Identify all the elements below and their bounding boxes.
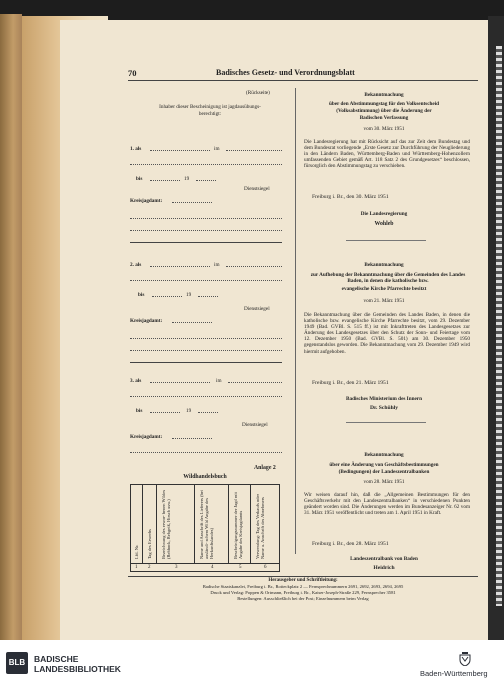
inhaber-line: Inhaber dieser Bescheinigung ist jagdausübungs- <box>159 104 261 110</box>
bk1-sub1: über den Abstimmungstag für den Volksentscheid <box>328 101 440 107</box>
entry-3-jahr-line <box>198 412 218 413</box>
entry-1-kreisjagdamt: Kreisjagdamt: <box>130 198 163 204</box>
bk3-sign2: Heidrich <box>373 565 395 571</box>
entry-1-kreis-line <box>172 202 212 203</box>
entry-1-line <box>130 164 282 165</box>
entry-3-als-line <box>150 382 210 383</box>
entry-2-als-line <box>150 266 210 267</box>
table-number-row <box>131 563 279 572</box>
table-col-2 <box>143 485 157 563</box>
blb-name-line-1: BADISCHE <box>34 654 79 664</box>
colophon-line-4: Bestellungen: Ausschließlich bei der Post; Einzelnummern beim Verlag <box>237 596 369 601</box>
bw-name: Baden-Württemberg <box>420 669 488 678</box>
blb-name-line-2: LANDESBIBLIOTHEK <box>34 664 121 674</box>
entry-3-bis: bis <box>136 408 143 414</box>
entry-1-sig-line-2 <box>130 230 282 231</box>
entry-3-kreisjagdamt: Kreisjagdamt: <box>130 434 163 440</box>
entry-2-kreisjagdamt: Kreisjagdamt: <box>130 318 163 324</box>
bk2-place: Freiburg i. Br., den 21. März 1951 <box>312 380 389 386</box>
entry-3-dienstsiegel: Dienstsiegel <box>242 422 268 428</box>
entry-2-jahr-line <box>198 296 218 297</box>
page-number: 70 <box>128 68 137 78</box>
entry-2-dienstsiegel: Dienstsiegel <box>244 306 270 312</box>
entry-3-jahr: 19 <box>186 408 192 414</box>
bk3-sub1: über eine Änderung von Geschäftsbestimmungen <box>329 462 439 468</box>
entry-2-bis-line <box>152 296 182 297</box>
table-num-3: 3 <box>175 565 178 570</box>
bk1-separator <box>346 240 426 241</box>
blb-name <box>34 654 121 674</box>
entry-1-bis-line <box>150 180 180 181</box>
bk2-sign1: Badisches Ministerium des Innern <box>346 396 422 402</box>
entry-3-kreis-line <box>172 438 212 439</box>
table-col-5 <box>229 485 251 563</box>
bk3-sign1: Landeszentralbank von Baden <box>350 556 418 562</box>
header-rule <box>128 80 478 81</box>
table-col-3 <box>157 485 195 563</box>
wildhandelsbuch-table <box>130 484 280 572</box>
entry-2-kreis-line <box>172 322 212 323</box>
bk1-sub3: Badischen Verfassung <box>359 115 409 121</box>
table-num-1: 1 <box>135 565 138 570</box>
colophon-rule <box>128 576 478 577</box>
entry-3-line <box>130 396 282 397</box>
bk2-heading: Bekanntmachung <box>364 262 404 268</box>
bk1-body: Die Landesregierung hat mit Rücksicht auf das zur Zeit dem Bundestag und dem Bundesrat vorliegende „Erste Gesetz zur Durchführung der Neugliederung in den Ländern Baden, Württemberg-Baden und Württemberg-Hohenzollern umfassenden Gebiet gemäß Art. 118 Satz 2 des Grundgesetzes“ beschlossen, fürsorglich den Abstimmungstag zu verschieben. <box>304 139 470 170</box>
bk2-date: vom 21. März 1951 <box>363 298 405 304</box>
entry-2-im: im <box>214 262 220 268</box>
table-header-4: Name und Anschrift des Lieferers (bei ausländi- schem Wild Angabe des Herkunftslandes) <box>199 489 214 559</box>
entry-3-sig-line-1 <box>130 452 282 453</box>
bk3-sub2: (Bedingungen) der Landeszentralbanken <box>338 469 430 475</box>
bk3-body: Wir weisen darauf hin, daß die „Allgemeinen Bestimmungen für den Geschäftsverkehr mit den Landeszentralbanken“ in verschiedenen Punkten geändert worden sind. Die Änderungen werden im Bundesanzeiger Nr. 62 vom 31. März 1951 veröffentlicht und treten am 1. April 1951 in Kraft. <box>304 492 470 517</box>
table-col-1 <box>131 485 143 563</box>
table-col-6 <box>251 485 279 563</box>
bk1-sign1: Die Landesregierung <box>360 211 408 217</box>
page-right-edge <box>488 16 504 640</box>
entry-2-als: 2. als <box>130 262 142 268</box>
table-header-1: Lfd. Nr. <box>134 544 139 559</box>
bk1-sign2: Wohleb <box>374 221 394 227</box>
bk2-body: Die Bekanntmachung über die Gemeinden des Landes Baden, in denen die katholische bzw. evangelische Kirche Pfarrechte besitzt, vom 29. Dezember 1949 (Bad. GVBl. S. 515 ff.) ist mit Inkrafttreten des Landesgesetzes zur Änderung des Landesgesetzes über den Schutz der Sonn- und Feiertage vom 12. Dezember 1950 (Bad. GVBl. S. 501) am 30. Dezember 1950 gegenstandslos geworden. Die Bekanntmachung vom 29. Dezember 1949 wird hiermit aufgehoben. <box>304 312 470 355</box>
book-edge <box>0 14 22 640</box>
bk2-sub2: evangelische Kirche Pfarrechte besitzt <box>341 286 427 292</box>
entry-1-jahr-line <box>196 180 216 181</box>
bk3-heading: Bekanntmachung <box>364 452 404 458</box>
bk1-sub2: (Volksabstimmung) über die Änderung der <box>336 108 432 114</box>
table-col-4 <box>195 485 229 563</box>
rueckseite-label: (Rückseite) <box>246 90 270 96</box>
entry-1-im: im <box>214 146 220 152</box>
bk1-place: Freiburg i. Br., den 30. März 1951 <box>312 194 389 200</box>
scan-ruler <box>496 46 502 606</box>
colophon-line-2: Badische Staatskanzlei, Freiburg i. Br., Rotteckplatz 2 — Fernsprechnummern 2691, 2692, 2693, 2694, 2695 <box>202 584 404 589</box>
entry-3-bis-line <box>150 412 180 413</box>
table-header-6: Verwendung: Tag des Verkaufs oder Name u. Anschrift des Abnehmers <box>255 493 265 559</box>
entry-1-als-line <box>150 150 210 151</box>
bk3-date: vom 28. März 1951 <box>363 479 405 485</box>
entry-2-rule <box>130 362 282 363</box>
entry-1-jahr: 19 <box>184 176 190 182</box>
colophon-line-1: Herausgeber und Schriftleitung: <box>268 578 338 583</box>
entry-1-im-line <box>226 150 282 151</box>
entry-3-im: im <box>216 378 222 384</box>
wildhandelsbuch-title: Wildhandelsbuch <box>183 474 227 480</box>
entry-1-sig-line-1 <box>130 218 282 219</box>
page-title: Badisches Gesetz- und Verordnungsblatt <box>216 68 355 77</box>
entry-1-dienstsiegel: Dienstsiegel <box>244 186 270 192</box>
table-num-6: 6 <box>264 565 267 570</box>
bk1-date: vom 30. März 1951 <box>363 126 405 132</box>
entry-2-im-line <box>226 266 282 267</box>
entry-3-im-line <box>228 382 282 383</box>
entry-1-rule <box>130 242 282 243</box>
blb-logo[interactable]: BLB <box>6 652 28 674</box>
table-num-2: 2 <box>148 565 151 570</box>
entry-2-sig-line-1 <box>130 338 282 339</box>
entry-2-bis: bis <box>138 292 145 298</box>
colophon-line-3: Druck und Verlag: Poppen & Ortmann, Freiburg i. Br., Kaiser-Joseph-Straße 229, Fernsprecher 3581 <box>210 590 396 595</box>
entry-1-bis: bis <box>136 176 143 182</box>
entry-2-jahr: 19 <box>186 292 192 298</box>
table-header-2: Tag des Erwerbs <box>147 529 152 559</box>
table-num-4: 4 <box>211 565 214 570</box>
bk3-place: Freiburg i. Br., den 28. März 1951 <box>312 541 389 547</box>
entry-3-als: 3. als <box>130 378 142 384</box>
berechtigt-line: berechtigt: <box>198 111 222 117</box>
bk1-heading: Bekanntmachung <box>364 92 404 98</box>
baden-wuerttemberg-crest-icon <box>458 652 472 666</box>
entry-1-als: 1. als <box>130 146 142 152</box>
entry-2-line <box>130 280 282 281</box>
table-header-5: Bescheinigungsnummer der Jagd mit Angabe des Kreisjagdamts <box>233 492 243 559</box>
anlage-label: Anlage 2 <box>254 465 276 471</box>
bk2-sub1: zur Aufhebung der Bekanntmachung über die Gemeinden des Landes Baden, in denen die katholische bzw. <box>310 272 466 285</box>
bk2-sign2: Dr. Schühly <box>369 405 399 411</box>
column-divider <box>295 88 296 554</box>
bk2-separator <box>346 422 426 423</box>
table-num-5: 5 <box>239 565 242 570</box>
entry-2-sig-line-2 <box>130 350 282 351</box>
table-header-3: Bezeichnung des erwor- benen Wildes (Rehbock, Rehgeiß, Hirsch usw.) <box>161 489 171 559</box>
